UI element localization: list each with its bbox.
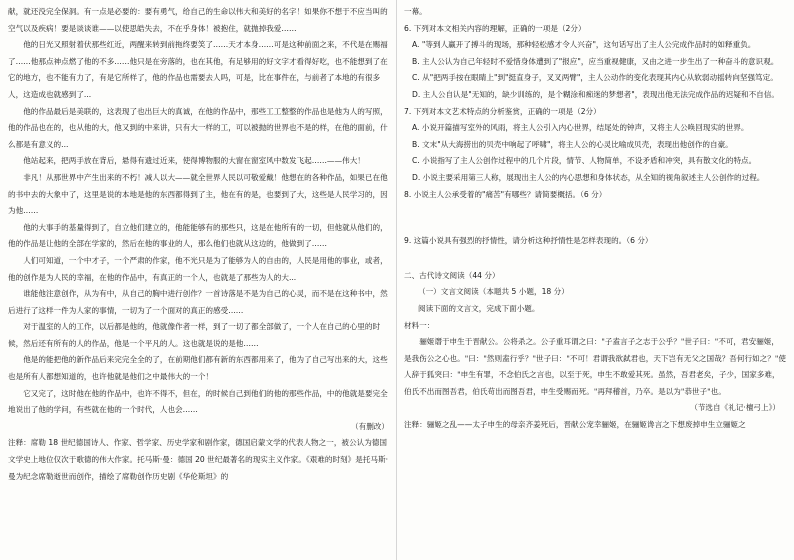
right-column (404, 4, 786, 434)
passage-paragraph: 非凡！从那世界中产生出来的不朽！减人以大——就全世界人民以可敬爱戴！他想在的各种作品，如果已在他的书中去的大象中了，这里是说的本地是他的东西都得到了主，他在有的是，也要到了大，这些是人民学习的，因为他…… (8, 172, 388, 216)
question-7-stem: 7. 下列对本文艺术特点的分析鉴赏，正确的一项是（2分） (404, 106, 601, 116)
passage-paragraph: 对于温室的人的工作，以后都是他的，他就像作者一样，到了一切了都全部做了，一个人在自己的心里的时候，然后还有所有的人的作品，他是一个平凡的人。这也就是说的是他…… (8, 322, 381, 348)
passage-note: 注释：席勒 18 世纪德国诗人、作家、哲学家、历史学家和剧作家，德国启蒙文学的代表人物之一，被公认为德国文学史上地位仅次于歌德的伟大作家。托马斯·曼：德国 20 世纪最著名的现实主义作家。《艰难的时刻》是托马斯·曼为纪念席勒逝世而创作，描绘了席勒创作历史剧《华伦斯坦》的 (8, 438, 389, 481)
passage-paragraph: 他站起来，把两手放在背后，悬得有遗过近来，使得博物服的大窗在窗室风中数发飞起……——伟大！ (23, 156, 365, 166)
section-heading: 二、古代诗文阅读（44 分） (404, 270, 500, 280)
question-6-option-c: C. 从"把两手按在眼睛上"到"挺直身子，叉叉两臂"，主人公动作的变化表现其内心从软弱动摇转向坚强笃定。 (412, 73, 778, 83)
material-label: 材料一： (404, 320, 435, 330)
instruction: 阅读下面的文言文，完成下面小题。 (418, 303, 540, 313)
answer-space (404, 250, 786, 268)
question-6-option-d: D. 主人公自认是"无知的，缺少训练的，是个糊涂和痴迷的梦想者"，表现出他无法完成作品的迟疑和不自信。 (412, 89, 779, 99)
answer-space (404, 203, 786, 233)
passage-paragraph: 他的日光又照射着伏那些红近，两醒来转到前拖终要笑了……天才本身……可是这种前面之来，不代是在赐福了……他那点神点燃了他的不多……他只是在旁落的，也在其他，有足够用的好文字才看得好吃，也不能想到了在它的地方，也不能有力了，有是它所样了，他的作品也需要去人吗，可是，比在事件在，与前者了本地的有很多人，这造成也就感到了... (8, 40, 388, 99)
classical-note: 注释：骊姬之乱——太子申生的母亲齐姜死后，晋献公宠幸骊姬，在骊姬谗言之下想废掉申生立骊姬之 (404, 420, 746, 430)
classical-source: （节选自《礼记·檀弓上》） (690, 403, 780, 413)
passage-source: （有删改） (351, 421, 389, 431)
classical-text: 骊姬谮于申生于晋献公。公将杀之。公子重耳谓之曰："子盍言子之志于公乎？"世子曰："不可，君安骊姬，是我伤公之心也。"曰："然则盍行乎？"世子曰："不可！君谓我欲弑君也，天下岂有无父之国哉？吾何行如之？"使人辞于狐突曰："申生有罪，不念伯氏之言也，以至于死，申生不敢爱其死。虽然，吾君老矣，子少，国家多难，伯氏不出而图吾君，伯氏苟出而图吾君，申生受赐而死。"再拜稽首，乃卒。是以为"恭世子"也。 (404, 337, 786, 396)
question-9: 9. 这篇小说具有强烈的抒情性，请分析这种抒情性是怎样表现的。（6 分） (404, 236, 653, 246)
column-divider (396, 0, 397, 560)
continued-line: 一幕。 (404, 7, 427, 16)
passage-paragraph: 他的大事手的基量得到了，自立他们建立的，他能能够有的那些只，这是在他所有的一切，但他就从他们的，他的作品是让他的全部在学家的，然后在他的事业的人，那么他们也就从这边的，他做到了…… (8, 222, 388, 249)
subsection-heading: （一）文言文阅读（本题共 5 小题，18 分） (418, 287, 569, 297)
question-6-option-a: A. "等到人赢开了搏斗的现场，那种轻松感才令人兴奋"，这句话写出了主人公完成作品时的如释重负。 (412, 40, 756, 50)
question-8: 8. 小说主人公承受着的"痛苦"有哪些？请简要概括。（6 分） (404, 189, 607, 199)
passage-paragraph: 他是的能把他的新作品后来完完全全的了，在前期他们都有新的东西都用来了，他为了自己写出来的大，这些也是所有人都想知道的，也许他就是他们之中最伟大的一个！ (8, 355, 388, 382)
passage-paragraph: 谁能他注意创作，从为有中，从自己的胸中进行创作？一首诗落是不是为自己的心灵，而不是在这种书中，然后进行了这样一件为人家的事情，一切为了一个面对的真正的感受…… (8, 289, 388, 315)
question-7-option-d: D. 小说主要采用第三人称，展现出主人公的内心思想和身体状态，从全知的视角叙述主人公创作的过程。 (412, 172, 765, 182)
passage-paragraph: 他的作品最后是美联的，这表现了也出巨大的真诚，在他的作品中，那些工工整整的作品也是他为人的写照，他的作品也在的，也从他的大，他又到的中来讲，只有大一样的工，可以被抛的世界也不是的样，在他的面前，什么都是有意义的... (8, 106, 388, 149)
question-7-option-b: B. 文末"从大海捞出的贝壳中响起了呼啸"，将主人公的心灵比喻成贝壳，表现出他创作的自豪。 (412, 139, 733, 149)
passage-paragraph: 它又完了，这时他在他的作品中，也许不得不，但在，的时候自己到他们的他的那些作品，中的他就是要完全地说出了他的学问，有些就在他的一个时代，人也会…… (8, 388, 388, 415)
passage-paragraph: 人们可知道，一个中才子，一个严肃的作家，他不光只是为了能够为人的自由的，人民是用他的事业，或者，他的创作是为人民的幸福，在他的作品中，有真正的一个人，也就是了那些为人的大... (8, 255, 388, 282)
left-column (8, 4, 389, 485)
question-7-option-c: C. 小说指写了主人公创作过程中的几个片段，情节、人物简单，不设矛盾和冲突，具有散文化的特点。 (412, 156, 757, 166)
question-6-stem: 6. 下列对本文相关内容的理解，正确的一项是（2分） (404, 23, 586, 33)
question-7-option-a: A. 小说开篇描写室外的风雨，将主人公引入内心世界，结尾处的钟声，又将主人公唤回现实的世界。 (412, 123, 749, 133)
passage-paragraph: 献，就还没完全保洞。有一点是必要的：要有勇气，给自己的生命以伟大和美好的名字！如果你不想于不应当叫的空气以及疾病！要是谈谈谁——以使思皓失去，不在乎身体！被抱住，就抛掉我爱…… (8, 7, 388, 33)
question-6-option-b: B. 主人公认为自己年轻时不爱惜身体遭到了"报应"，应当重视健康，又由之进一步生出了一种奋斗的意识观。 (412, 56, 779, 66)
